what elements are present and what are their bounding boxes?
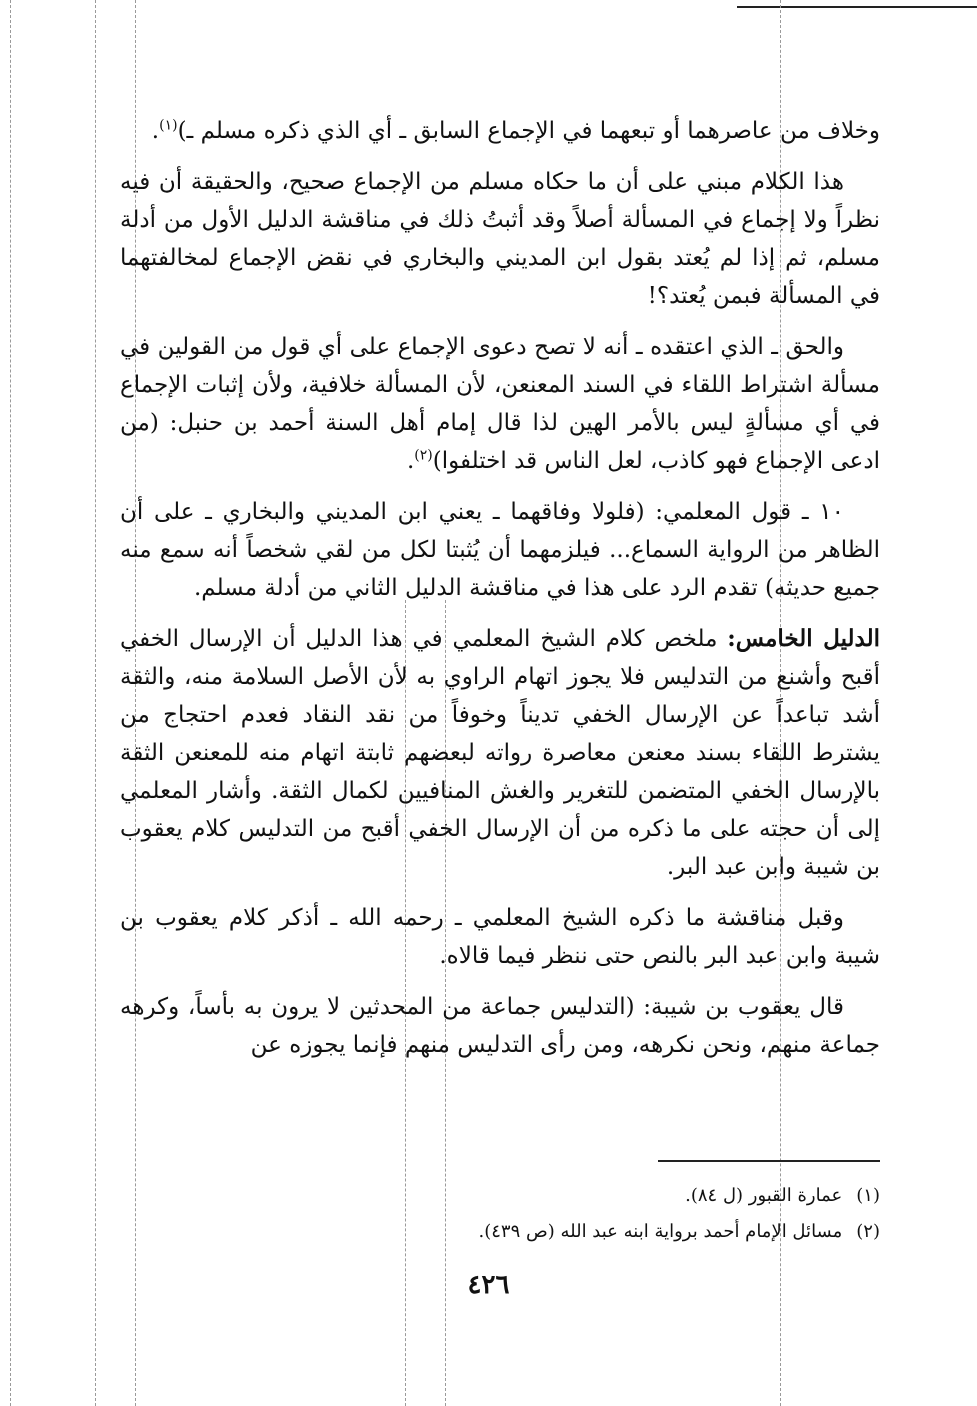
paragraph-4-text: ١٠ ـ قول المعلمي: (فلولا وفاقهما ـ يعني ابن المديني والبخاري ـ على أن الظاهر من الرواية السماع... فيلزمهما أن يُثبتا لكل من لقي شخصاً أنه سمع منه جميع حديثه) تقدم الرد على هذا في مناقشة الدليل الثاني من أدلة مسلم.: [120, 499, 881, 601]
section-heading-fifth-evidence: الدليل الخامس:: [727, 625, 880, 652]
paragraph-1-tail: .: [151, 118, 160, 144]
footnote-2-text: مسائل الإمام أحمد برواية ابنه عبد الله (ص ٤٣٩).: [478, 1221, 843, 1242]
footnote-2: [180, 1216, 880, 1248]
footnote-1-number: (١): [856, 1185, 880, 1206]
paragraph-4: [120, 493, 880, 607]
paragraph-3-text: والحق ـ الذي اعتقده ـ أنه لا تصح دعوى الإجماع على أي قول من القولين في مسألة اشتراط اللقاء في السند المعنعن، لأن المسألة خلافية، ولأن إثبات الإجماع في أي مسألةٍ ليس بالأمر الهين لذا قال إمام أهل السنة أحمد بن حنبل: (من ادعى الإجماع فهو كاذب، لعل الناس قد اختلفوا): [120, 334, 880, 474]
scan-artifact-line: [10, 0, 11, 1406]
page-number: ٤٢٦: [467, 1270, 510, 1300]
paragraph-6: [120, 899, 880, 975]
paragraph-1-text: وخلاف من عاصرهما أو تبعهما في الإجماع السابق ـ أي الذي ذكره مسلم ـ): [177, 118, 880, 144]
footnote-1-text: عمارة القبور (ل ٨٤).: [685, 1185, 843, 1206]
paragraph-2: [120, 163, 880, 315]
footnotes: [180, 1180, 880, 1252]
paragraph-7: [120, 988, 880, 1064]
footnote-2-number: (٢): [856, 1221, 880, 1242]
paragraph-5: [120, 620, 880, 886]
top-rule: [737, 6, 977, 8]
paragraph-2-text: هذا الكلام مبني على أن ما حكاه مسلم من الإجماع صحيح، والحقيقة أن فيه نظراً ولا إجماع في المسألة أصلاً وقد أثبتُ ذلك في مناقشة الدليل الأول من أدلة مسلم، ثم إذا لم يُعتد بقول ابن المديني والبخاري في نقض الإجماع لمخالفتهما في المسألة فبمن يُعتد؟!: [120, 169, 880, 309]
paragraph-5-text: ملخص كلام الشيخ المعلمي في هذا الدليل أن الإرسال الخفي أقبح وأشنع من التدليس فلا يجوز اتهام الراوي به لأن الأصل السلامة منه، والثقة أشد تباعداً عن الإرسال الخفي تديناً وخوفاً من نقد النقاد فعدم احتجاج من يشترط اللقاء بسند معنعن معاصرة رواته لبعضهم ثابتة اتهام منه للمعنعن الثقة بالإرسال الخفي المتضمن للتغرير والغش المنافيين لكمال الثقة. وأشار المعلمي إلى أن حجته على ما ذكره من أن الإرسال الخفي أقبح من التدليس كلام يعقوب بن شيبة وابن عبد البر.: [120, 626, 880, 880]
footnote-ref-1[interactable]: (١): [159, 117, 178, 134]
scan-artifact-line: [95, 0, 96, 1406]
footnote-separator: [658, 1160, 880, 1162]
paragraph-3: [120, 328, 880, 480]
paragraph-1: [120, 112, 880, 150]
paragraph-6-text: وقبل مناقشة ما ذكره الشيخ المعلمي ـ رحمه الله ـ أذكر كلام يعقوب بن شيبة وابن عبد البر بالنص حتى ننظر فيما قالاه.: [120, 905, 880, 969]
footnote-1: [180, 1180, 880, 1212]
paragraph-3-tail: .: [406, 448, 415, 474]
footnote-ref-2[interactable]: (٢): [414, 447, 433, 464]
paragraph-7-text: قال يعقوب بن شيبة: (التدليس جماعة من المحدثين لا يرون به بأساً، وكرهه جماعة منهم، ونحن نكرهه، ومن رأى التدليس منهم فإنما يجوزه عن: [120, 994, 880, 1058]
page-body: [120, 112, 880, 1077]
